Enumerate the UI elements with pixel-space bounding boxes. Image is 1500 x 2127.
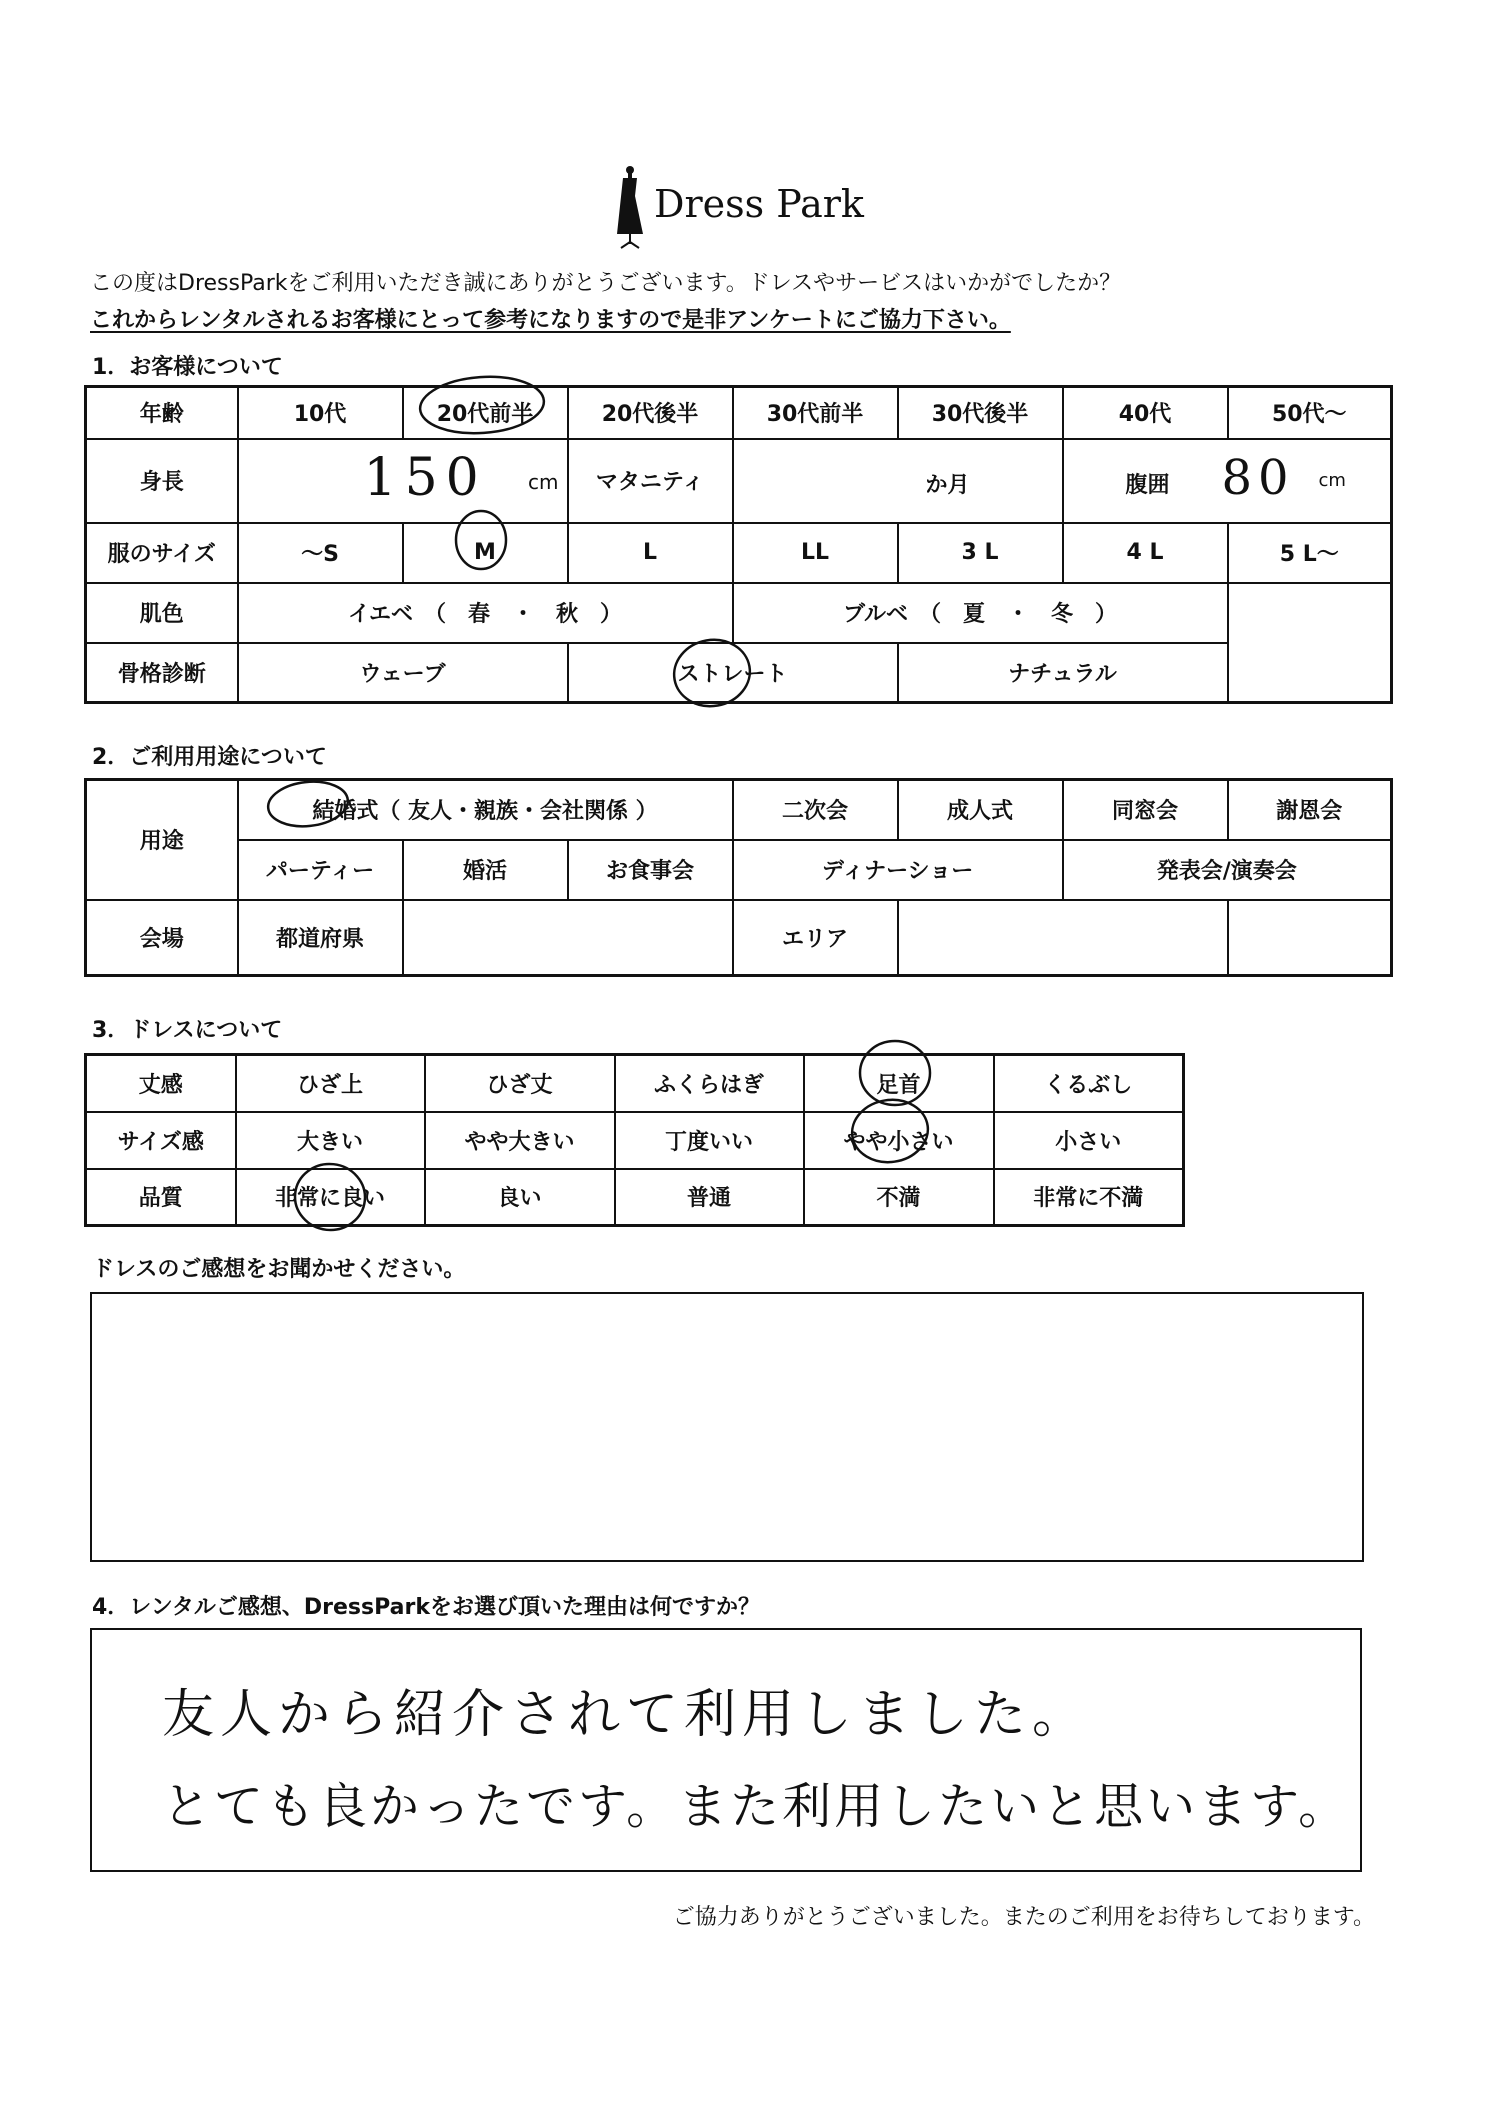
quality-option[interactable]: 普通 [615, 1169, 804, 1226]
length-label: 丈感 [86, 1055, 236, 1112]
closing-message: ご協力ありがとうございました。またのご利用をお待ちしております。 [672, 1905, 1375, 1930]
area-field[interactable] [898, 900, 1228, 976]
answer-line-1: 友人から紹介されて利用しました。 [162, 1685, 1091, 1745]
section4-heading: 4．レンタルご感想、DressParkをお選び頂いた理由は何ですか？ [92, 1595, 760, 1620]
size-option[interactable]: 4 L [1063, 523, 1228, 583]
fit-option[interactable]: 小さい [994, 1112, 1184, 1169]
empty-cell [1228, 583, 1392, 643]
size-option[interactable]: 5 L～ [1228, 523, 1392, 583]
length-option[interactable]: ふくらはぎ [615, 1055, 804, 1112]
purpose-option[interactable]: 謝恩会 [1228, 780, 1392, 840]
customer-info-table [84, 385, 1393, 704]
waist-value: 80 [1221, 449, 1295, 506]
waist-unit: cm [1318, 469, 1346, 491]
size-option[interactable]: LL [733, 523, 898, 583]
quality-option-selected[interactable]: 非常に良い [236, 1169, 425, 1226]
height-field[interactable] [238, 439, 568, 523]
length-option[interactable]: ひざ丈 [425, 1055, 615, 1112]
body-type-option[interactable]: ナチュラル [898, 643, 1228, 703]
height-unit: cm [528, 469, 559, 494]
body-type-option-selected[interactable]: ストレート [568, 643, 898, 703]
age-option[interactable]: 20代後半 [568, 387, 733, 439]
maternity-label: マタニティ [568, 439, 733, 523]
dress-icon [610, 162, 650, 254]
maternity-months-field[interactable] [733, 439, 1063, 523]
purpose-option[interactable]: お食事会 [568, 840, 733, 900]
purpose-option[interactable]: パーティー [238, 840, 403, 900]
age-label: 年齢 [86, 387, 238, 439]
dresspark-logo [610, 162, 864, 254]
answer-line-2: とても良かったです。また利用したいと思います。 [162, 1778, 1351, 1835]
quality-option[interactable]: 非常に不満 [994, 1169, 1184, 1226]
size-option-selected[interactable]: M [403, 523, 568, 583]
waist-field[interactable] [1063, 439, 1392, 523]
fit-label: サイズ感 [86, 1112, 236, 1169]
fit-option-selected[interactable]: やや小さい [804, 1112, 994, 1169]
section3-heading: 3．ドレスについて [92, 1018, 283, 1043]
skin-yellow-option[interactable]: イエベ （ 春 ・ 秋 ） [238, 583, 733, 643]
rental-reason-field[interactable] [90, 1628, 1362, 1872]
fit-option[interactable]: 丁度いい [615, 1112, 804, 1169]
length-option[interactable]: くるぶし [994, 1055, 1184, 1112]
usage-table [84, 778, 1393, 977]
size-option[interactable]: 3 L [898, 523, 1063, 583]
months-unit: か月 [925, 472, 970, 498]
size-option[interactable]: L [568, 523, 733, 583]
purpose-option[interactable]: 二次会 [733, 780, 898, 840]
skin-label: 肌色 [86, 583, 238, 643]
age-option[interactable]: 50代～ [1228, 387, 1392, 439]
age-option[interactable]: 10代 [238, 387, 403, 439]
age-option[interactable]: 40代 [1063, 387, 1228, 439]
quality-option[interactable]: 不満 [804, 1169, 994, 1226]
purpose-option[interactable]: 婚活 [403, 840, 568, 900]
body-type-label: 骨格診断 [86, 643, 238, 703]
size-label: 服のサイズ [86, 523, 238, 583]
purpose-option[interactable]: 同窓会 [1063, 780, 1228, 840]
body-type-option[interactable]: ウェーブ [238, 643, 568, 703]
area-label: エリア [733, 900, 898, 976]
quality-label: 品質 [86, 1169, 236, 1226]
age-option[interactable]: 30代前半 [733, 387, 898, 439]
venue-label: 会場 [86, 900, 238, 976]
dress-table [84, 1053, 1185, 1227]
section1-heading: 1．お客様について [92, 355, 283, 380]
height-value: 150 [363, 447, 487, 508]
prefecture-field[interactable] [403, 900, 733, 976]
prefecture-label: 都道府県 [238, 900, 403, 976]
purpose-wedding-option[interactable]: 結婚式（ 友人・親族・会社関係 ） [238, 780, 733, 840]
age-option[interactable]: 30代後半 [898, 387, 1063, 439]
purpose-option[interactable]: ディナーショー [733, 840, 1063, 900]
length-option[interactable]: ひざ上 [236, 1055, 425, 1112]
impression-prompt: ドレスのご感想をお聞かせください。 [92, 1257, 466, 1282]
quality-option[interactable]: 良い [425, 1169, 615, 1226]
age-option-selected[interactable]: 20代前半 [403, 387, 568, 439]
empty-cell [1228, 643, 1392, 703]
purpose-label: 用途 [86, 780, 238, 900]
brand-name: Dress Park [654, 182, 864, 226]
skin-blue-option[interactable]: ブルベ （ 夏 ・ 冬 ） [733, 583, 1228, 643]
fit-option[interactable]: やや大きい [425, 1112, 615, 1169]
height-label: 身長 [86, 439, 238, 523]
intro-request: これからレンタルされるお客様にとって参考になりますので是非アンケートにご協力下さい。 [90, 308, 1011, 333]
length-option-selected[interactable]: 足首 [804, 1055, 994, 1112]
empty-cell [1228, 900, 1392, 976]
purpose-option[interactable]: 発表会/演奏会 [1063, 840, 1392, 900]
intro-text: この度はDressParkをご利用いただき誠にありがとうございます。ドレスやサービスはいかがでしたか？ [90, 271, 1122, 296]
size-option[interactable]: ～S [238, 523, 403, 583]
waist-label: 腹囲 [1125, 472, 1170, 498]
purpose-option[interactable]: 成人式 [898, 780, 1063, 840]
fit-option[interactable]: 大きい [236, 1112, 425, 1169]
dress-impression-field[interactable] [90, 1292, 1364, 1562]
section2-heading: 2．ご利用用途について [92, 745, 327, 770]
